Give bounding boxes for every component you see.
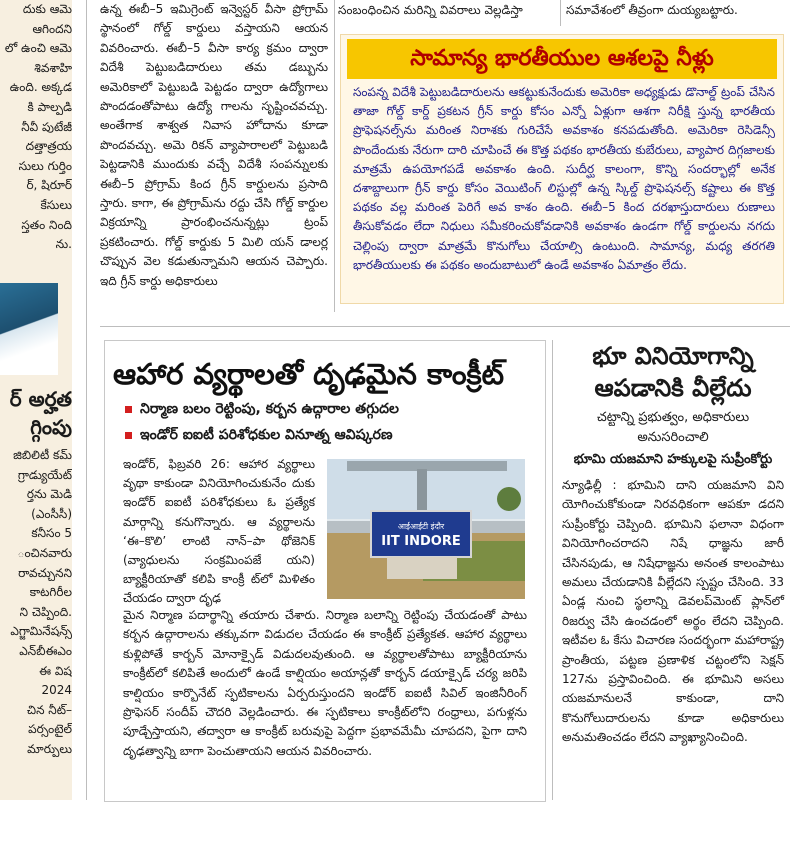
strip-line: జిబిలిటీ కమ్ bbox=[13, 448, 72, 462]
bullet-text: ఇండోర్ ఐఐటీ పరిశోధకుల వినూత్న ఆవిష్కరణ bbox=[140, 427, 393, 443]
article-body: న్యూఢిల్లీ : భూమిని దాని యజమాని విని యోగించుకోకుండా నిరవధికంగా ఆపకూ డదని సుప్రీంకోర్టు చెప్పింది. భూమిని ఫలానా విధంగా వినియోగించరాదని నిషే ధాజ్ఞను జారీ చేసినపుడు, ఆ నిషేధాజ్ఞను అనంత కాలంపాటు అమలు చేయడానికి వీల్లేదని స్పష్టం చేసింది. 33 ఏండ్ల నుంచి స్థలాన్ని డెవలప్‌మెంట్ ప్లాన్‌లో రిజర్వు చేసి ఉంచడంలో అర్థం లేదని చెప్పింది. ఇటీవల ఓ కేసు విచారణ సందర్భంగా మహారాష్ట్ర ప్రాంతీయ, పట్టణ ప్రణాళిక చట్టంలోని సెక్షన్ 127ను ప్రస్తావించింది. ఈ భూమిని అసలు యజమానులనే కాకుండా, దాని కొనుగోలుదారులను కూడా అధికారులు అనుమతించడం లేదని వ్యాఖ్యానించింది. bbox=[562, 478, 784, 745]
strip-line: ని చెప్పింది. bbox=[19, 604, 72, 619]
article-headline: ఆహార వ్యర్థాలతో దృఢమైన కాంక్రీట్ bbox=[113, 357, 505, 391]
strip-line: ఉంది. అక్కడ bbox=[9, 80, 72, 95]
strip-line: ఈ విష bbox=[39, 663, 72, 678]
article-subhead: చట్టాన్ని ప్రభుత్వం, అధికారులు అనుసరించాలి bbox=[596, 410, 750, 445]
bullet-point bbox=[125, 399, 545, 419]
land-use-article bbox=[562, 340, 784, 800]
left-strip-photo bbox=[0, 283, 58, 375]
fragment-text: సంబంధించిన మరిన్ని వివరాలు వెల్లడిస్తా bbox=[338, 3, 523, 17]
strip-line: ర్తను మెడి bbox=[26, 487, 72, 502]
column-divider bbox=[334, 0, 335, 312]
strip-line: ఎగ్జామినేషన్స్ bbox=[10, 624, 72, 639]
column-divider bbox=[560, 0, 561, 26]
strip-line: దుకు ఆమె bbox=[22, 2, 72, 16]
strip-line: (ఎంసీసీ) bbox=[31, 506, 72, 521]
bullet-icon bbox=[125, 406, 132, 413]
box-title: సామాన్య భారతీయుల ఆశలపై నీళ్లు bbox=[347, 39, 777, 79]
column-divider bbox=[86, 0, 87, 800]
box-body: సంపన్న విదేశీ పెట్టుబడిదారులను ఆకట్టుకునేందుకు అమెరికా అధ్యక్షుడు డొనాల్డ్ ట్రంప్ చేసిన తాజా గోల్డ్ కార్డ్ ప్రకటన గ్రీన్ కార్డు కోసం ఎన్నో ఏళ్లుగా ఆశగా నిరీక్షి స్తున్న భారతీయ ప్రొఫెషనల్స్‌ను మరింత నిరాశకు గురిచేసే అవకాశం కనపడుతోంది. అమెరికా రెసిడెన్సీ పొందేందుకు నేరుగా దారి చూపించే ఈ కొత్త పథకం భారతీయ కుబేరులు, వ్యాపార దిగ్గజాలకు మాత్రమే ఉపయోగపడే అవకాశం ఉంది. సుదీర్ఘ కాలంగా, కొన్ని సందర్భాల్లో అనేక దశాబ్దాలుగా గ్రీన్ కార్డు కోసం వెయిటింగ్ లిస్టుల్లో ఉన్న స్కిల్డ్ ప్రొఫెషనల్స్ కష్టాలు ఈ కొత్త పథకం వల్ల మరింత పెరిగే అవ కాశం ఉంది. ఈబీ–5 కింద దరఖాస్తుదారులు రుణాలు తీసుకోవడం లేదా నిధులు సమీకరించుకోవడానికి అవకాశం ఉండగా గోల్డ్ కార్డులను నగదు చెల్లింపు ద్వారా మాత్రమే కొనుగోలు చేయాల్సి ఉంటుంది. సామాన్య, మధ్య తరగతి భారతీయులకు ఈ పథకం అందుబాటులో ఉండే అవకాశం ఏమాత్రం లేదు. bbox=[353, 85, 775, 272]
strip-headline-line: ర్ అర్హత bbox=[9, 387, 72, 411]
strip-line: నీవీ పుటేజీ bbox=[21, 119, 72, 134]
bullet-point bbox=[125, 425, 545, 445]
strip-line: కేసులు bbox=[40, 197, 72, 212]
bullet-icon bbox=[125, 432, 132, 439]
strip-headline-line: గ్గింపు bbox=[30, 415, 72, 439]
fragment-text: సమావేశంలో తీవ్రంగా దుయ్యబట్టారు. bbox=[566, 3, 738, 17]
strip-line: ంచినవారు bbox=[17, 545, 72, 560]
sign-text: IIT INDORE bbox=[381, 534, 461, 549]
strip-line: పర్సంటైల్ bbox=[28, 722, 72, 737]
strip-line: మార్పులు bbox=[27, 741, 72, 756]
strip-line: లో ఉంచి ఆమె bbox=[4, 41, 72, 56]
iit-indore-photo bbox=[327, 459, 525, 599]
strip-line: చిన నీట్– bbox=[26, 702, 72, 717]
strip-line: ఎన్‌బీఈఎం bbox=[19, 643, 72, 658]
top-right-fragment bbox=[566, 0, 786, 24]
column-divider bbox=[552, 340, 553, 800]
strip-line: రావచ్చునని bbox=[18, 565, 72, 580]
sidebar-box bbox=[340, 34, 784, 304]
sign-hindi: आईआईटी इंदौर bbox=[397, 522, 445, 531]
photo-illustration bbox=[327, 459, 525, 599]
left-strip-bottom-text bbox=[0, 446, 72, 760]
article-body: మైన నిర్మాణ పదార్థాన్ని తయారు చేశారు. నిర్మాణ బలాన్ని రెట్టింపు చేయడంతో పాటు కర్బన ఉద్గారాలను తక్కువగా విడుదల చేయడం ఈ కాంక్రీట్ ప్రత్యేకత. ఆహార వ్యర్థాలు కుళ్లిపోతే కార్బన్ మోనాక్సైడ్ విడుదలవుతుంది. ఆ వ్యర్థాలతోపాటు బ్యాక్టీరియాను కాంక్రీట్‌లో కలిపితే అందులో ఉండే కాల్షియం అయాన్లతో కార్బన్ డయాక్సైడ్ చర్య జరిపి కాల్షియం కార్బొనేట్ స్ఫటికాలను ఏర్పరుస్తుందని ఇండోర్ ఐఐటీ సివిల్ ఇంజినీరింగ్ ప్రొఫెసర్ సందీప్ చౌదరి వెల్లడించారు. ఈ స్ఫటికాలు కాంక్రీట్‌లోని రంధ్రాలు, పగుళ్లను పూడ్చేస్తాయని, తద్వారా ఆ కాంక్రీట్ బరువుపై పెద్దగా ప్రభావమేమీ చూపదని, పైగా దాని దృఢత్వాన్ని బాగా పెంచుతాయని ఆయన వివరించారు. bbox=[123, 608, 527, 758]
bullet-text: నిర్మాణ బలం రెట్టింపు, కర్బన ఉద్గారాల తగ్గుదల bbox=[140, 401, 399, 417]
strip-line: స్తతం నింది bbox=[21, 217, 72, 232]
strip-line: గ్రాడ్యుయేట్ bbox=[17, 467, 72, 482]
strip-line: ర్, షిరూర్ bbox=[26, 178, 72, 193]
strip-line: ఆగిందని bbox=[32, 21, 72, 36]
strip-line: కి పాల్పడి bbox=[27, 99, 72, 114]
strip-line: ను. bbox=[55, 237, 72, 252]
article-text: ఉన్న ఈబీ–5 ఇమిగ్రెంట్ ఇన్వెస్టర్ వీసా ప్రోగ్రామ్ స్థానంలో గోల్డ్ కార్డులు వస్తాయని ఆయన వివరించారు. ఈబీ–5 వీసా కార్య క్రమం ద్వారా విదేశీ పెట్టుబడిదారులు తమ డబ్బును అమెరికాలో పెట్టుబడి పెట్టడం ద్వారా ఉద్యోగాలు పొందడంతోపాటు ఉద్యో గాలను సృష్టించవచ్చు. అంతేగాక శాశ్వత నివాస హోదాను కూడా పొందవచ్చు. అమె రికన్ వ్యాపారాలలో పెట్టుబడి పెట్టడానికి ముందుకు వచ్చే విదేశీ సంపన్నులకు ఈబీ–5 ప్రోగ్రామ్ కింద గ్రీన్ కార్డులను ప్రసాది స్తారు. కాగా, ఈ ప్రోగ్రామ్‌ను రద్దు చేసి గోల్డ్ కార్డుల విక్రయాన్ని ప్రారంభించనున్నట్లు ట్రంప్ ప్రకటించారు. గోల్డ్ కార్డుకు 5 మిలి యన్ డాలర్ల చొప్పున వెల కడుతున్నామని ఆయన చెప్పారు. ఇది గ్రీన్ కార్డు అధికారులు bbox=[100, 2, 328, 288]
strip-line: శివశాహి bbox=[34, 60, 72, 75]
strip-line: కాటగిరీల bbox=[29, 585, 72, 600]
strip-line: 2024 bbox=[41, 683, 72, 698]
article-lede: ఇండోర్, ఫిబ్రవరి 26: ఆహార వ్యర్థాలు వృథా కాకుండా వినియోగించుకునేం దుకు ఇండోర్ ఐఐటీ పరిశోధకులు ఓ ప్రత్యేక మార్గాన్ని కనుగొన్నారు. ఆ వ్యర్థాలను ‘ఈ–కొలి’ లాంటి నాన్–పా థోజెనిక్ (వ్యాధులను సంక్రమింపజే యని) బ్యాక్టీరియాతో కలిపి కాంక్రీ ట్‌లో మిళితం చేయడం ద్వారా దృఢ bbox=[123, 457, 315, 606]
strip-line: సులు గుర్తిం bbox=[18, 158, 72, 173]
article-subhead-bold: భూమి యజమాని హక్కులపై సుప్రీంకోర్టు bbox=[573, 452, 773, 467]
strip-line: కనీసం 5 bbox=[31, 526, 72, 541]
gold-card-article-continuation bbox=[100, 0, 328, 312]
concrete-article bbox=[104, 340, 546, 802]
article-headline: భూ వినియోగాన్ని ఆపడానికి వీల్లేదు bbox=[592, 342, 754, 402]
left-strip-top-text bbox=[0, 0, 72, 255]
left-strip-headline bbox=[0, 385, 72, 441]
strip-line: దత్తాత్రయ bbox=[25, 139, 72, 154]
left-column-strip bbox=[0, 0, 72, 800]
top-right-fragment bbox=[338, 0, 553, 24]
section-divider bbox=[100, 326, 790, 327]
